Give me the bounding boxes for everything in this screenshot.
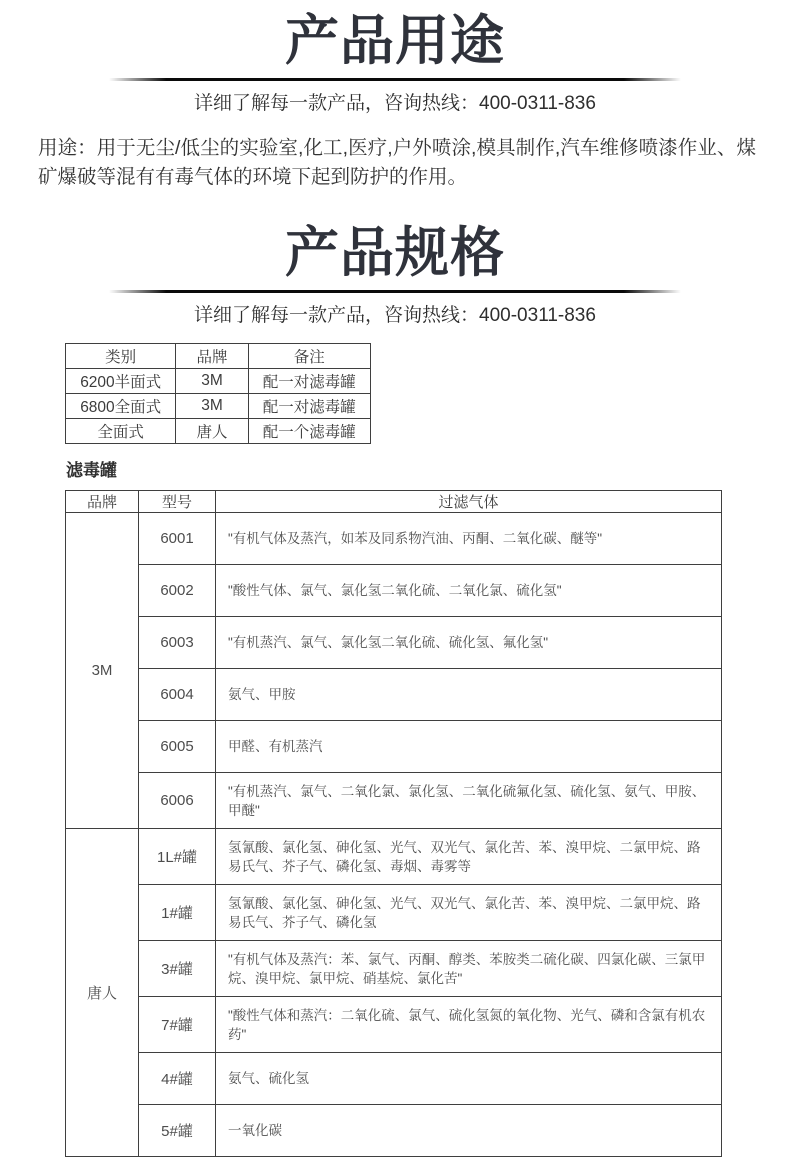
model-cell: 1L#罐: [139, 829, 216, 885]
spec-category-cell: 6800全面式: [66, 394, 176, 419]
usage-description-text: 用途：用于无尘/低尘的实验室,化工,医疗,户外喷涂,模具制作,汽车维修喷漆作业、煤矿爆破等混有有毒气体的环境下起到防护的作用。: [38, 137, 756, 188]
cartridge-col-gases: 过滤气体: [216, 491, 722, 513]
cartridge-row-3: [66, 941, 722, 997]
gases-cell: 氢氰酸、氯化氢、砷化氢、光气、双光气、氯化苦、苯、溴甲烷、二氯甲烷、路易氏气、芥子气、磷化氢: [216, 885, 722, 941]
usage-section-title: 产品用途: [285, 11, 505, 71]
cartridge-row-6003: [66, 617, 722, 669]
specs-hotline-subtitle: 详细了解每一款产品，咨询热线：400-0311-836: [194, 305, 596, 326]
spec-category-cell: 6200半面式: [66, 369, 176, 394]
gases-cell: "酸性气体和蒸汽：二氧化硫、氯气、硫化氢氮的氧化物、光气、磷和含氯有机农药": [216, 997, 722, 1053]
title-divider-line: [109, 78, 681, 81]
spec-category-cell: 全面式: [66, 419, 176, 444]
brand-group-3m: 3M: [66, 513, 139, 829]
gases-cell: "有机蒸汽、氯气、二氧化氯、氯化氢、二氧化硫氟化氢、硫化氢、氨气、甲胺、甲醚": [216, 773, 722, 829]
cartridge-heading: 滤毒罐: [66, 461, 117, 480]
gases-cell: 氨气、硫化氢: [216, 1053, 722, 1105]
model-cell: 6004: [139, 669, 216, 721]
spec-table-header-row: [66, 344, 371, 369]
usage-hotline-subtitle: 详细了解每一款产品，咨询热线：400-0311-836: [194, 93, 596, 114]
cartridge-row-4: [66, 1053, 722, 1105]
product-detail-page: [0, 8, 790, 1140]
spec-brand-cell: 3M: [176, 369, 248, 394]
section-specs: [0, 220, 790, 1157]
cartridge-row-6001: [66, 513, 722, 565]
cartridge-row-7: [66, 997, 722, 1053]
cartridge-col-model: 型号: [139, 491, 216, 513]
model-cell: 6002: [139, 565, 216, 617]
gases-cell: 氨气、甲胺: [216, 669, 722, 721]
section-usage: [0, 8, 790, 192]
spec-note-cell: 配一对滤毒罐: [248, 369, 370, 394]
model-cell: 6006: [139, 773, 216, 829]
model-cell: 6001: [139, 513, 216, 565]
model-cell: 7#罐: [139, 997, 216, 1053]
spec-table-row: [66, 369, 371, 394]
spec-brand-cell: 唐人: [176, 419, 248, 444]
spec-table-row: [66, 394, 371, 419]
spec-brand-cell: 3M: [176, 394, 248, 419]
gases-cell: "酸性气体、氯气、氯化氢二氧化硫、二氧化氯、硫化氢": [216, 565, 722, 617]
model-cell: 6005: [139, 721, 216, 773]
model-cell: 4#罐: [139, 1053, 216, 1105]
model-cell: 1#罐: [139, 885, 216, 941]
gases-cell: 甲醛、有机蒸汽: [216, 721, 722, 773]
gases-cell: "有机蒸汽、氯气、氯化氢二氧化硫、硫化氢、氟化氢": [216, 617, 722, 669]
gases-cell: 一氧化碳: [216, 1105, 722, 1157]
model-cell: 5#罐: [139, 1105, 216, 1157]
spec-col-note: 备注: [248, 344, 370, 369]
gases-cell: 氢氰酸、氯化氢、砷化氢、光气、双光气、氯化苦、苯、溴甲烷、二氯甲烷、路易氏气、芥子气、磷化氢、毒烟、毒雾等: [216, 829, 722, 885]
spec-table: [65, 343, 371, 444]
cartridge-row-6006: [66, 773, 722, 829]
cartridge-col-brand: 品牌: [66, 491, 139, 513]
model-cell: 3#罐: [139, 941, 216, 997]
cartridge-row-6005: [66, 721, 722, 773]
cartridge-table: [65, 490, 722, 1157]
cartridge-row-6004: [66, 669, 722, 721]
title-divider-line: [109, 290, 681, 293]
gases-cell: "有机气体及蒸汽：苯、氯气、丙酮、醇类、苯胺类二硫化碳、四氯化碳、三氯甲烷、溴甲烷、氯甲烷、硝基烷、氯化苦": [216, 941, 722, 997]
model-cell: 6003: [139, 617, 216, 669]
cartridge-row-5: [66, 1105, 722, 1157]
spec-col-category: 类别: [66, 344, 176, 369]
spec-col-brand: 品牌: [176, 344, 248, 369]
spec-note-cell: 配一个滤毒罐: [248, 419, 370, 444]
specs-section-title: 产品规格: [285, 223, 505, 283]
cartridge-table-header-row: [66, 491, 722, 513]
cartridge-row-1: [66, 885, 722, 941]
spec-note-cell: 配一对滤毒罐: [248, 394, 370, 419]
brand-group-tangren: 唐人: [66, 829, 139, 1157]
spec-table-row: [66, 419, 371, 444]
cartridge-row-6002: [66, 565, 722, 617]
gases-cell: "有机气体及蒸汽，如苯及同系物汽油、丙酮、二氧化碳、醚等": [216, 513, 722, 565]
cartridge-row-1L: [66, 829, 722, 885]
